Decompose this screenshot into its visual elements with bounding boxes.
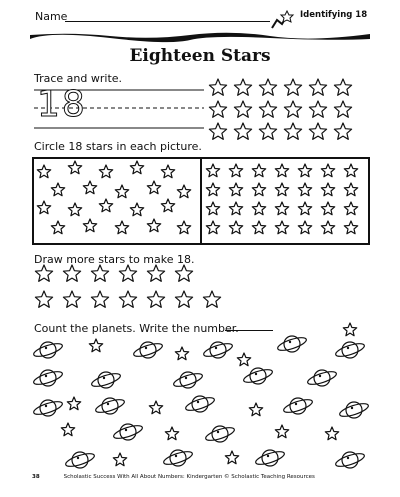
trace-star-icon	[209, 79, 226, 95]
page-title: Eighteen Stars	[129, 46, 271, 66]
page-footer	[32, 474, 315, 480]
trace-star-icon	[209, 123, 226, 139]
draw-star-icon	[147, 291, 164, 307]
draw-star-icon	[91, 265, 108, 281]
trace-star-icon	[284, 79, 301, 95]
trace-star-icon	[259, 123, 276, 139]
name-label: Name	[35, 10, 68, 23]
count-star-icon	[165, 427, 178, 440]
trace-star-icon	[334, 101, 351, 117]
traceable-numeral: 18	[37, 84, 87, 125]
count-star-icon	[89, 339, 102, 352]
trace-star-icon	[284, 123, 301, 139]
trace-instruction: Trace and write.	[34, 72, 123, 85]
trace-star-icon	[259, 79, 276, 95]
draw-star-icon	[203, 291, 220, 307]
trace-star-icon	[209, 101, 226, 117]
trace-star-icon	[259, 101, 276, 117]
count-star-icon	[237, 353, 250, 366]
planet-icon	[184, 395, 215, 413]
worksheet-tag: Identifying 18	[300, 10, 368, 20]
draw-star-icon	[175, 265, 192, 281]
trace-star-icon	[309, 101, 326, 117]
trace-star-icon	[234, 79, 251, 95]
count-star-icon	[275, 425, 288, 438]
trace-star-icon	[334, 79, 351, 95]
page-number: 38	[32, 474, 40, 480]
star-picture-left[interactable]	[32, 157, 202, 245]
draw-star-icon	[35, 265, 52, 281]
count-star-icon	[343, 323, 356, 336]
planet-icon	[276, 335, 307, 353]
trace-star-icon	[334, 123, 351, 139]
count-star-icon	[67, 397, 80, 410]
trace-star-icon	[284, 101, 301, 117]
planet-icon	[94, 397, 125, 415]
planet-icon	[32, 341, 63, 359]
draw-star-icon	[119, 291, 136, 307]
planet-icon	[112, 423, 143, 441]
count-star-icon	[249, 403, 262, 416]
count-star-icon	[61, 423, 74, 436]
planet-icon	[90, 371, 121, 389]
planet-icon	[204, 425, 235, 443]
draw-star-icon	[147, 265, 164, 281]
planet-icon	[306, 369, 337, 387]
trace-star-icon	[234, 123, 251, 139]
planet-icon	[254, 449, 285, 467]
planet-icon	[202, 341, 233, 359]
draw-instruction: Draw more stars to make 18.	[34, 253, 195, 266]
planet-icon	[172, 371, 203, 389]
draw-star-icon	[63, 265, 80, 281]
count-star-icon	[225, 451, 238, 464]
planet-icon	[32, 399, 63, 417]
count-star-icon	[113, 453, 126, 466]
trace-star-icon	[234, 101, 251, 117]
draw-star-icon	[35, 291, 52, 307]
planet-icon	[132, 341, 163, 359]
planet-icon	[32, 369, 63, 387]
count-star-icon	[149, 401, 162, 414]
count-star-icon	[175, 347, 188, 360]
footer-credit: Scholastic Success With All About Numbers: Kindergarten © Scholastic Teaching Resources	[63, 474, 315, 480]
trace-star-icon	[309, 123, 326, 139]
count-star-icon	[325, 427, 338, 440]
draw-star-icon	[63, 291, 80, 307]
planet-icon	[282, 397, 313, 415]
star-picture-right[interactable]	[200, 157, 370, 245]
planet-icon	[64, 451, 95, 469]
draw-star-icon	[91, 291, 108, 307]
planet-icon	[334, 451, 365, 469]
circle-instruction: Circle 18 stars in each picture.	[34, 140, 202, 153]
draw-star-icon	[175, 291, 192, 307]
planet-icon	[242, 367, 273, 385]
planet-icon	[338, 401, 369, 419]
planet-icon	[334, 341, 365, 359]
count-instruction: Count the planets. Write the number.	[34, 322, 239, 335]
trace-star-icon	[309, 79, 326, 95]
draw-star-icon	[119, 265, 136, 281]
planet-icon	[162, 449, 193, 467]
answer-line[interactable]	[225, 330, 273, 331]
